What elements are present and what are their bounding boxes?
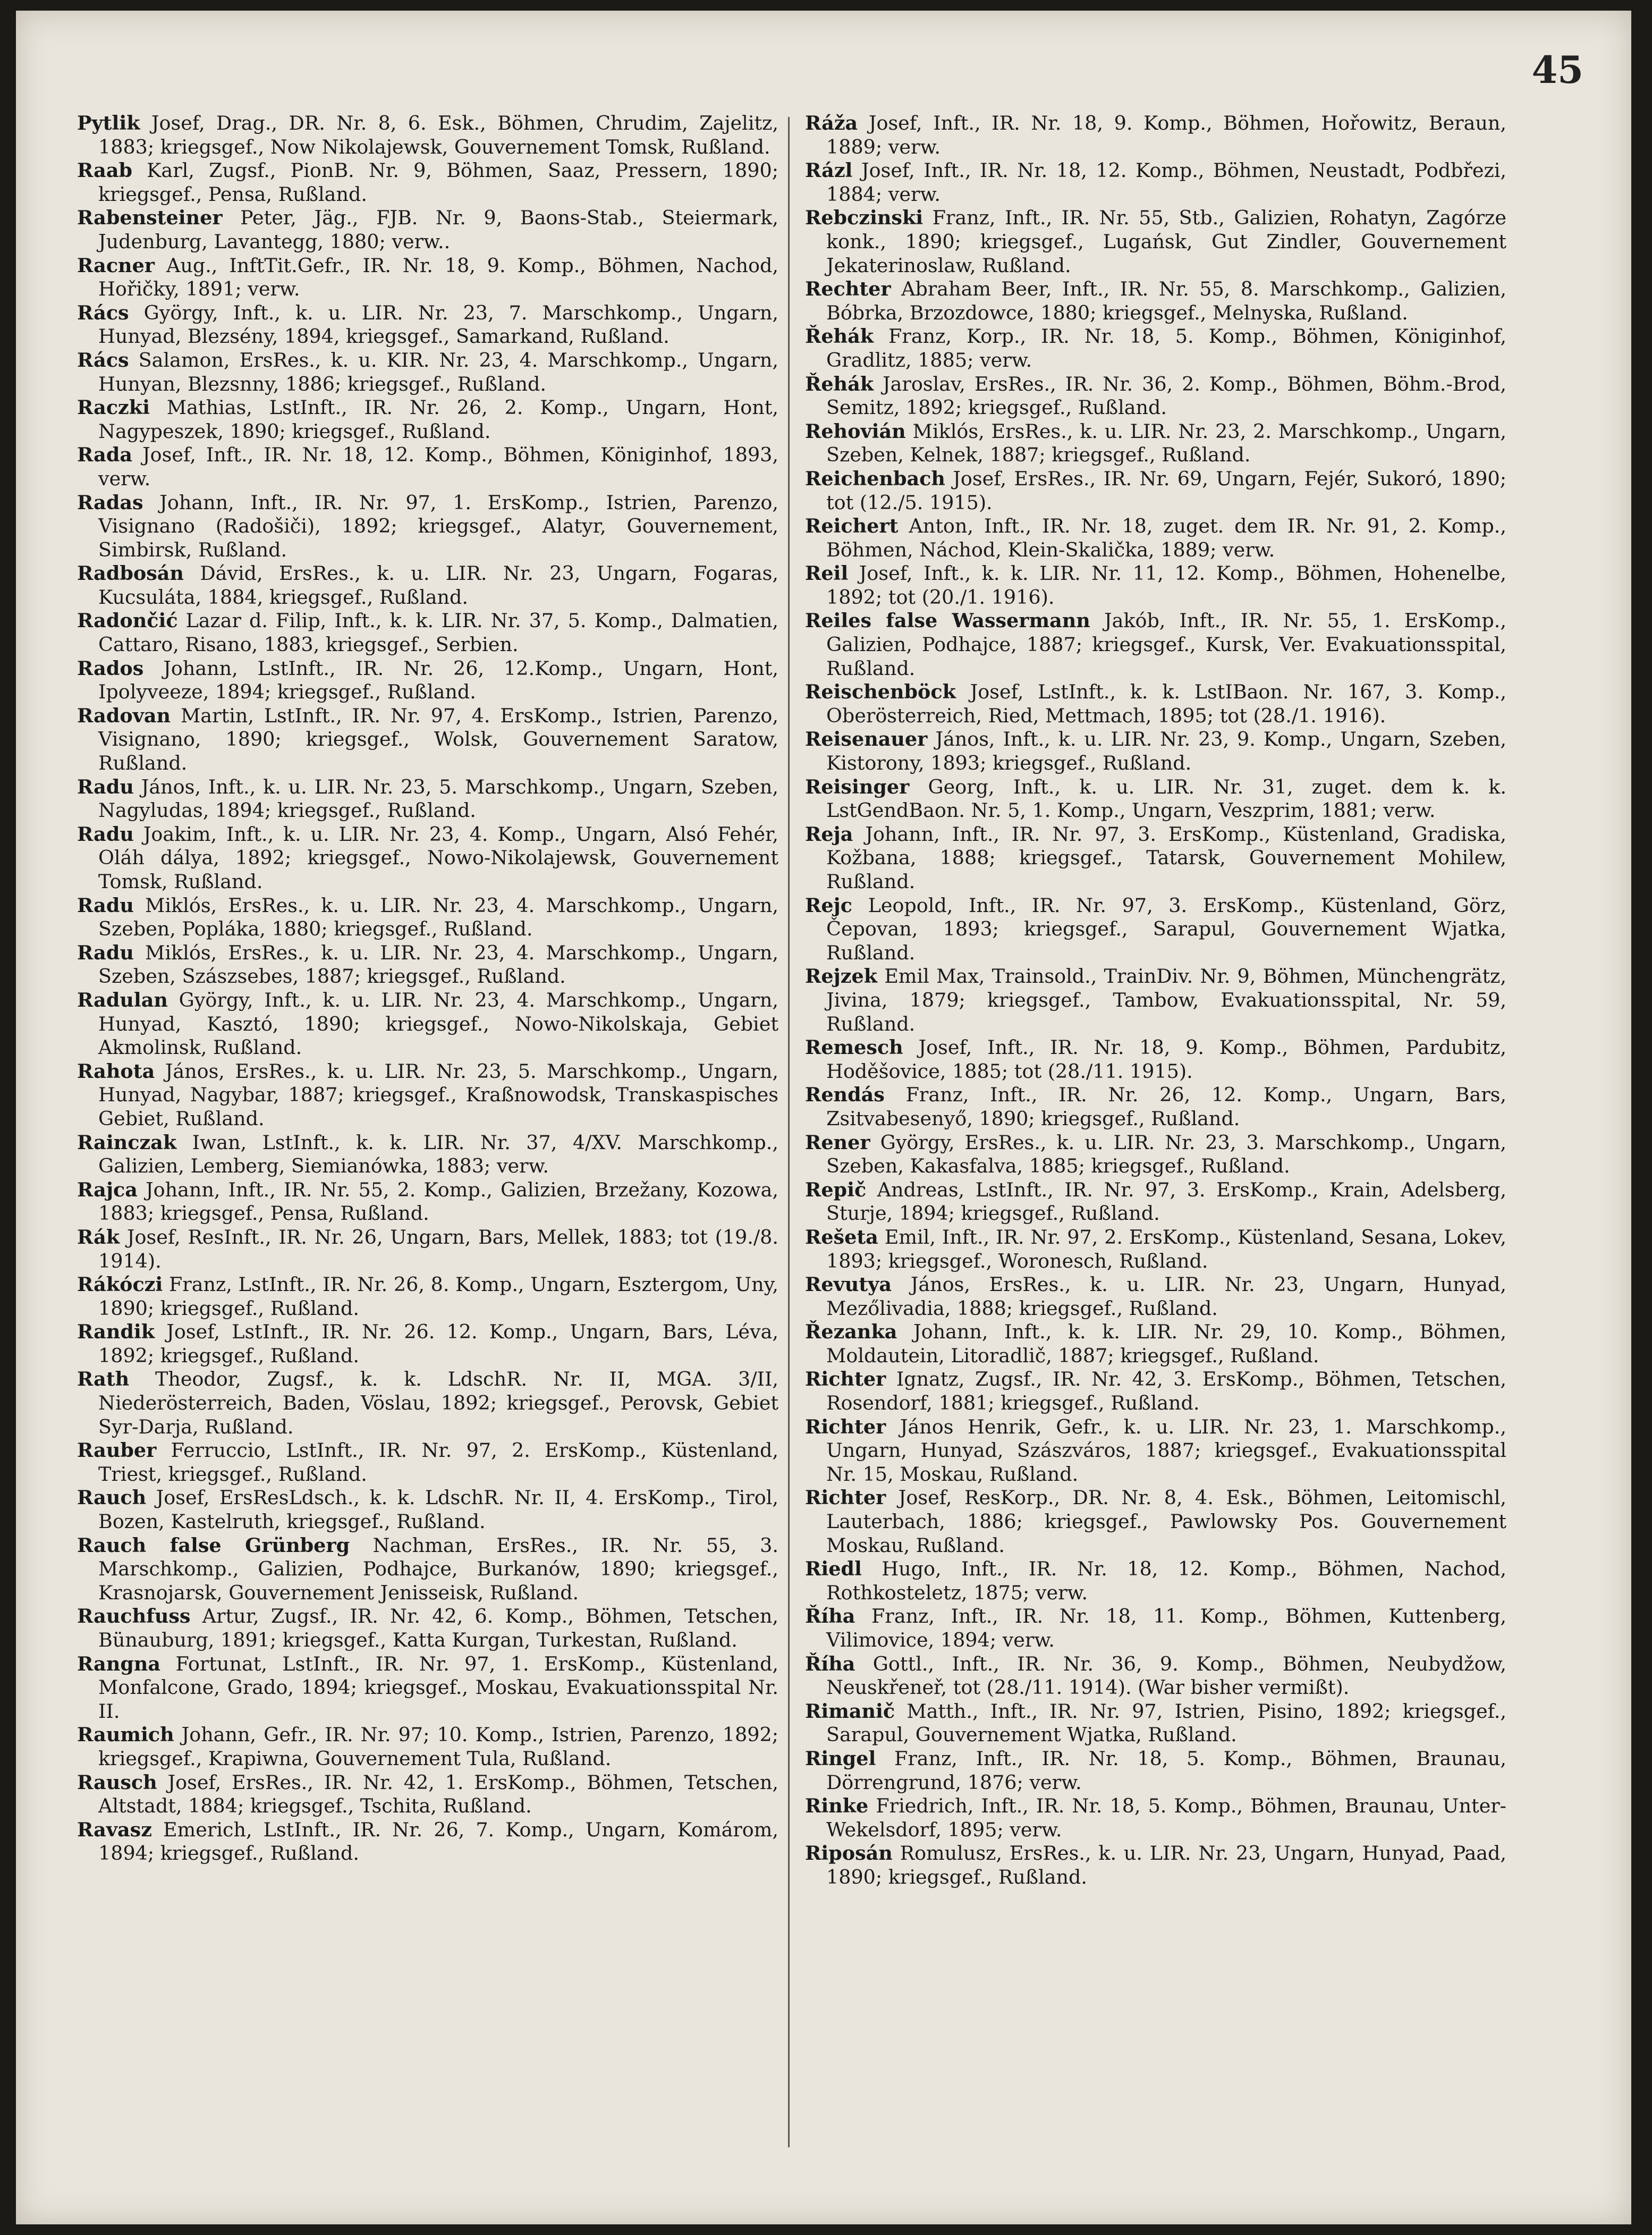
list-item [77,1060,778,1131]
entry-name: Reil [805,562,849,585]
entry-text: Josef, ResInft., IR. Nr. 26, Ungarn, Bars, Mellek, 1883; tot (19./8. 1914). [98,1225,778,1272]
list-item [77,1226,778,1273]
list-item [77,1534,778,1605]
entry-text: Leopold, Inft., IR. Nr. 97, 3. ErsKomp., Küstenland, Görz, Čepovan, 1893; kriegsgef., Sarapul, Gouvernement Wjatka, Rußland. [826,893,1506,964]
entry-text: Miklós, ErsRes., k. u. LIR. Nr. 23, 4. Marschkomp., Ungarn, Szeben, Popláka, 1880; kriegsgef., Rußland. [98,893,778,941]
entry-name: Repič [805,1178,867,1201]
list-item [77,657,778,704]
list-item [77,775,778,823]
entry-text: Andreas, LstInft., IR. Nr. 97, 3. ErsKomp., Krain, Adelsberg, Sturje, 1894; kriegsgef., Rußland. [826,1178,1506,1225]
entry-name: Říha [805,1652,855,1675]
entry-name: Reichert [805,515,899,538]
list-item [77,1771,778,1818]
entry-name: Rinke [805,1794,869,1818]
list-item [77,1652,778,1724]
entry-text: Emil Max, Trainsold., TrainDiv. Nr. 9, Böhmen, Münchengrätz, Jivina, 1879; kriegsgef., Tambow, Evakuationsspital, Nr. 59, Rußland. [826,965,1506,1035]
list-item [805,1320,1506,1368]
list-item [805,277,1506,325]
list-item [77,206,778,254]
entry-text: János, Inft., k. u. LIR. Nr. 23, 9. Komp., Ungarn, Szeben, Kistorony, 1893; kriegsgef., Rußland. [826,728,1506,775]
entry-name: Rauch false Grünberg [77,1533,350,1557]
list-item [77,562,778,609]
entry-name: Rener [805,1131,870,1154]
list-item [805,965,1506,1036]
entry-name: Radu [77,893,134,917]
list-item [805,680,1506,728]
list-item [805,1747,1506,1794]
entry-name: Radu [77,775,134,798]
entry-text: Jakób, Inft., IR. Nr. 55, 1. ErsKomp., Galizien, Podhajce, 1887; kriegsgef., Kursk, Ver. Evakuationsspital, Rußland. [826,609,1506,680]
list-item [77,1273,778,1320]
document-page [16,11,1631,2224]
list-item [77,254,778,301]
entry-name: Reja [805,822,853,846]
list-item [805,1368,1506,1415]
entry-text: Mathias, LstInft., IR. Nr. 26, 2. Komp., Ungarn, Hont, Nagypeszek, 1890; kriegsgef., Rußland. [98,396,778,443]
entry-text: Georg, Inft., k. u. LIR. Nr. 31, zuget. dem k. k. LstGendBaon. Nr. 5, 1. Komp., Ungarn, Veszprim, 1881; verw. [826,775,1506,822]
list-item [805,823,1506,894]
entry-text: Josef, Inft., IR. Nr. 18, 9. Komp., Böhmen, Hořowitz, Beraun, 1889; verw. [826,112,1506,158]
entry-text: Theodor, Zugsf., k. k. LdschR. Nr. II, MGA. 3/II, Niederösterreich, Baden, Vöslau, 1892; kriegsgef., Perovsk, Gebiet Syr-Darja, Rußland. [98,1368,778,1438]
entry-name: Rendás [805,1083,885,1107]
entry-text: Hugo, Inft., IR. Nr. 18, 12. Komp., Böhmen, Nachod, Rothkosteletz, 1875; verw. [826,1557,1506,1604]
entry-name: Rechter [805,277,891,301]
entry-text: Ignatz, Zugsf., IR. Nr. 42, 3. ErsKomp., Böhmen, Tetschen, Rosendorf, 1881; kriegsgef., Rußland. [826,1368,1506,1415]
entry-text: János, ErsRes., k. u. LIR. Nr. 23, 5. Marschkomp., Ungarn, Hunyad, Nagybar, 1887; kriegsgef., Kraßnowodsk, Transkaspisches Gebiet, Rußland. [98,1059,778,1130]
entry-text: Josef, Inft., IR. Nr. 18, 12. Komp., Böhmen, Neustadt, Podbřezi, 1884; verw. [826,159,1506,206]
entry-text: Josef, Inft., k. k. LIR. Nr. 11, 12. Komp., Böhmen, Hohenelbe, 1892; tot (20./1. 1916). [826,562,1506,609]
list-item [77,823,778,894]
entry-text: Josef, Drag., DR. Nr. 8, 6. Esk., Böhmen, Chrudim, Zajelitz, 1883; kriegsgef., Now Nikolajewsk, Gouvernement Tomsk, Rußland. [98,112,778,158]
entry-name: Rejzek [805,965,878,988]
entry-text: Nachman, ErsRes., IR. Nr. 55, 3. Marschkomp., Galizien, Podhajce, Burkanów, 1890; kriegsgef., Krasnojarsk, Gouvernement Jenisseisk, Rußland. [98,1533,778,1604]
entry-text: Iwan, LstInft., k. k. LIR. Nr. 37, 4/XV. Marschkomp., Galizien, Lemberg, Siemianówka, 1883; verw. [98,1131,778,1178]
list-item [805,1486,1506,1557]
entry-text: János, Inft., k. u. LIR. Nr. 23, 5. Marschkomp., Ungarn, Szeben, Nagyludas, 1894; kriegsgef., Rußland. [98,775,778,822]
entry-name: Říha [805,1605,855,1628]
entry-name: Racner [77,254,155,277]
list-item [805,775,1506,823]
entry-name: Ringel [805,1747,876,1770]
list-item [805,1036,1506,1083]
entry-text: Gottl., Inft., IR. Nr. 36, 9. Komp., Böhmen, Neubydžow, Neuskřeneř, tot (28./11. 1914). (War bisher vermißt). [826,1652,1506,1699]
entry-name: Rimanič [805,1699,895,1723]
entry-text: Dávid, ErsRes., k. u. LIR. Nr. 23, Ungarn, Fogaras, Kucsuláta, 1884, kriegsgef., Rußland. [98,562,778,609]
list-item [805,1605,1506,1652]
list-item [77,1178,778,1226]
entry-name: Reisinger [805,775,910,798]
list-item [805,420,1506,467]
entry-text: Franz, LstInft., IR. Nr. 26, 8. Komp., Ungarn, Esztergom, Uny, 1890; kriegsgef., Rußland. [98,1273,778,1320]
entry-name: Remesch [805,1036,903,1059]
list-item [805,1083,1506,1131]
entry-text: Matth., Inft., IR. Nr. 97, Istrien, Pisino, 1892; kriegsgef., Sarapul, Gouvernement Wjatka, Rußland. [826,1699,1506,1747]
entry-text: János, ErsRes., k. u. LIR. Nr. 23, Ungarn, Hunyad, Mezőlivadia, 1888; kriegsgef., Rußland. [826,1273,1506,1320]
list-item [805,1652,1506,1700]
list-item [77,704,778,775]
entry-name: Riposán [805,1842,893,1865]
list-item [77,1486,778,1533]
entry-name: Rauber [77,1439,157,1462]
entry-text: Emil, Inft., IR. Nr. 97, 2. ErsKomp., Küstenland, Sesana, Lokev, 1893; kriegsgef., Woronesch, Rußland. [826,1225,1506,1272]
entry-name: Řezanka [805,1320,897,1344]
entry-text: Anton, Inft., IR. Nr. 18, zuget. dem IR. Nr. 91, 2. Komp., Böhmen, Náchod, Klein-Skalička, 1889; verw. [826,515,1506,561]
list-item [77,301,778,349]
entry-name: Rešeta [805,1225,878,1249]
list-item [805,1700,1506,1747]
entry-name: Radovan [77,704,171,727]
entry-text: Johann, Gefr., IR. Nr. 97; 10. Komp., Istrien, Parenzo, 1892; kriegsgef., Krapiwna, Gouvernement Tula, Rußland. [98,1723,778,1770]
list-item [77,941,778,989]
list-item [77,396,778,443]
entry-text: Josef, ResKorp., DR. Nr. 8, 4. Esk., Böhmen, Leitomischl, Lauterbach, 1886; kriegsgef., Pawlowsky Pos. Gouvernement Moskau, Rußland. [826,1486,1506,1557]
list-item [77,1368,778,1439]
entry-name: Reischenböck [805,680,956,704]
list-item [77,1320,778,1368]
entry-text: Joakim, Inft., k. u. LIR. Nr. 23, 4. Komp., Ungarn, Alsó Fehér, Oláh dálya, 1892; kriegsgef., Nowo-Nikolajewsk, Gouvernement Tomsk, Rußland. [98,822,778,893]
list-item [77,1605,778,1652]
entry-name: Rázl [805,159,853,182]
entry-text: Abraham Beer, Inft., IR. Nr. 55, 8. Marschkomp., Galizien, Bóbrka, Brzozdowce, 1880; kriegsgef., Melnyska, Rußland. [826,277,1506,324]
entry-name: Rejc [805,893,852,917]
column-right [805,112,1506,1890]
entry-text: Josef, ErsRes., IR. Nr. 42, 1. ErsKomp., Böhmen, Tetschen, Altstadt, 1884; kriegsgef., Tschita, Rußland. [98,1770,778,1818]
list-item [805,1226,1506,1273]
list-item [805,206,1506,277]
entry-name: Rács [77,301,129,324]
column-divider [788,117,790,2147]
list-item [805,325,1506,372]
list-item [805,1273,1506,1320]
entry-name: Radu [77,822,134,846]
entry-name: Řehák [805,325,874,348]
list-item [77,349,778,396]
entry-name: Rada [77,443,132,467]
entry-text: Josef, ErsRes., IR. Nr. 69, Ungarn, Fejér, Sukoró, 1890; tot (12./5. 1915). [826,467,1506,514]
entry-text: Josef, ErsResLdsch., k. k. LdschR. Nr. II, 4. ErsKomp., Tirol, Bozen, Kastelruth, kriegsgef., Rußland. [98,1486,778,1533]
entry-text: Josef, Inft., IR. Nr. 18, 9. Komp., Böhmen, Pardubitz, Hoděšovice, 1885; tot (28./11. 1915). [826,1036,1506,1083]
list-item [805,159,1506,206]
page-number: 45 [1531,48,1583,92]
entry-name: Richter [805,1486,886,1509]
entry-text: Johann, Inft., IR. Nr. 97, 1. ErsKomp., Istrien, Parenzo, Visignano (Radošiči), 1892; kriegsgef., Alatyr, Gouvernement, Simbirsk, Rußland. [98,491,778,561]
entry-text: Johann, Inft., IR. Nr. 97, 3. ErsKomp., Küstenland, Gradiska, Kožbana, 1888; kriegsgef., Tatarsk, Gouvernement Mohilew, Rußland. [826,822,1506,893]
entry-name: Rauchfuss [77,1605,191,1628]
entry-name: Raab [77,159,132,182]
entry-name: Radončić [77,609,178,632]
entry-text: János Henrik, Gefr., k. u. LIR. Nr. 23, 1. Marschkomp., Ungarn, Hunyad, Szászváros, 1887; kriegsgef., Evakuationsspital Nr. 15, Moskau, Rußland. [826,1415,1506,1486]
entry-text: Romulusz, ErsRes., k. u. LIR. Nr. 23, Ungarn, Hunyad, Paad, 1890; kriegsgef., Rußland. [826,1842,1506,1888]
entry-text: Josef, LstInft., k. k. LstIBaon. Nr. 167, 3. Komp., Oberösterreich, Ried, Mettmach, 1895; tot (28./1. 1916). [826,680,1506,727]
entry-name: Rausch [77,1770,157,1794]
list-item [77,989,778,1060]
entry-name: Radu [77,941,134,964]
entry-text: Miklós, ErsRes., k. u. LIR. Nr. 23, 4. Marschkomp., Ungarn, Szeben, Szászsebes, 1887; kriegsgef., Rußland. [98,941,778,988]
entry-name: Revutya [805,1273,892,1296]
entry-text: Aug., InftTit.Gefr., IR. Nr. 18, 9. Komp., Böhmen, Nachod, Hořičky, 1891; verw. [98,254,778,301]
entry-name: Rainczak [77,1131,177,1154]
entry-text: Ferruccio, LstInft., IR. Nr. 97, 2. ErsKomp., Küstenland, Triest, kriegsgef., Rußland. [98,1439,778,1486]
entry-text: Johann, Inft., k. k. LIR. Nr. 29, 10. Komp., Böhmen, Moldautein, Litoradlič, 1887; kriegsgef., Rußland. [826,1320,1506,1367]
entry-name: Riedl [805,1557,862,1581]
entry-name: Rauch [77,1486,147,1509]
entry-name: Randik [77,1320,155,1344]
list-item [805,112,1506,159]
list-item [805,728,1506,775]
list-item [805,609,1506,680]
list-item [805,1842,1506,1889]
entry-text: Josef, Inft., IR. Nr. 18, 12. Komp., Böhmen, Königinhof, 1893, verw. [98,443,778,490]
entry-name: Richter [805,1415,886,1438]
list-item [805,515,1506,562]
entry-name: Rákóczi [77,1273,163,1296]
entry-text: Franz, Korp., IR. Nr. 18, 5. Komp., Böhmen, Königinhof, Gradlitz, 1885; verw. [826,325,1506,372]
entry-name: Radas [77,491,143,514]
entry-text: György, Inft., k. u. LIR. Nr. 23, 7. Marschkomp., Ungarn, Hunyad, Blezsény, 1894, kriegsgef., Samarkand, Rußland. [98,301,778,348]
entry-name: Rák [77,1225,120,1249]
list-item [805,1178,1506,1226]
entry-text: Salamon, ErsRes., k. u. KIR. Nr. 23, 4. Marschkomp., Ungarn, Hunyan, Blezsnny, 1886; kriegsgef., Rußland. [98,348,778,395]
list-item [805,1557,1506,1605]
entry-name: Rahota [77,1059,155,1083]
entry-text: Peter, Jäg., FJB. Nr. 9, Baons-Stab., Steiermark, Judenburg, Lavantegg, 1880; verw.. [98,206,778,253]
entry-text: Miklós, ErsRes., k. u. LIR. Nr. 23, 2. Marschkomp., Ungarn, Szeben, Kelnek, 1887; kriegsgef., Rußland. [826,419,1506,467]
entry-text: Franz, Inft., IR. Nr. 18, 5. Komp., Böhmen, Braunau, Dörrengrund, 1876; verw. [826,1747,1506,1794]
entry-text: Friedrich, Inft., IR. Nr. 18, 5. Komp., Böhmen, Braunau, Unter-Wekelsdorf, 1895; verw. [826,1794,1506,1841]
entry-text: Karl, Zugsf., PionB. Nr. 9, Böhmen, Saaz, Pressern, 1890; kriegsgef., Pensa, Rußland. [98,159,778,206]
list-item [77,112,778,159]
entry-text: György, Inft., k. u. LIR. Nr. 23, 4. Marschkomp., Ungarn, Hunyad, Kasztó, 1890; kriegsgef., Nowo-Nikolskaja, Gebiet Akmolinsk, Rußland. [98,988,778,1059]
list-item [77,1131,778,1178]
entry-name: Rados [77,656,144,680]
entry-name: Raczki [77,396,150,419]
list-item [805,373,1506,420]
entry-name: Radulan [77,988,168,1011]
list-item [77,491,778,562]
list-item [77,1439,778,1486]
list-item [77,894,778,941]
entry-name: Rath [77,1368,130,1391]
entry-name: Rács [77,348,129,372]
list-item [77,159,778,206]
entry-name: Rabensteiner [77,206,223,230]
entry-name: Reiles false Wassermann [805,609,1090,632]
entry-text: Johann, LstInft., IR. Nr. 26, 12.Komp., Ungarn, Hont, Ipolyveeze, 1894; kriegsgef., Rußland. [98,656,778,704]
entry-name: Reisenauer [805,728,928,751]
entry-text: Lazar d. Filip, Inft., k. k. LIR. Nr. 37, 5. Komp., Dalmatien, Cattaro, Risano, 1883, kriegsgef., Serbien. [98,609,778,656]
entry-text: Franz, Inft., IR. Nr. 18, 11. Komp., Böhmen, Kuttenberg, Vilimovice, 1894; verw. [826,1605,1506,1651]
column-left [77,112,778,1866]
entry-name: Pytlik [77,112,140,134]
entry-text: György, ErsRes., k. u. LIR. Nr. 23, 3. Marschkomp., Ungarn, Szeben, Kakasfalva, 1885; kriegsgef., Rußland. [826,1131,1506,1178]
entry-name: Rangna [77,1652,161,1675]
entry-name: Radbosán [77,562,184,585]
entry-text: Jaroslav, ErsRes., IR. Nr. 36, 2. Komp., Böhmen, Böhm.-Brod, Semitz, 1892; kriegsgef., Rußland. [826,372,1506,419]
list-item [805,467,1506,515]
list-item [77,443,778,491]
entry-name: Reichenbach [805,467,945,490]
entry-text: Emerich, LstInft., IR. Nr. 26, 7. Komp., Ungarn, Komárom, 1894; kriegsgef., Rußland. [98,1818,778,1865]
list-item [805,1415,1506,1487]
entry-text: Artur, Zugsf., IR. Nr. 42, 6. Komp., Böhmen, Tetschen, Bünauburg, 1891; kriegsgef., Katta Kurgan, Turkestan, Rußland. [98,1605,778,1651]
list-item [77,609,778,656]
list-item [805,894,1506,965]
entry-text: Fortunat, LstInft., IR. Nr. 97, 1. ErsKomp., Küstenland, Monfalcone, Grado, 1894; kriegsgef., Moskau, Evakuationsspital Nr. II. [98,1652,778,1723]
list-item [77,1818,778,1866]
entry-text: Martin, LstInft., IR. Nr. 97, 4. ErsKomp., Istrien, Parenzo, Visignano, 1890; kriegsgef., Wolsk, Gouvernement Saratow, Rußland. [98,704,778,775]
entry-name: Richter [805,1368,886,1391]
list-item [805,562,1506,609]
entry-name: Raumich [77,1723,174,1747]
entry-text: Josef, LstInft., IR. Nr. 26. 12. Komp., Ungarn, Bars, Léva, 1892; kriegsgef., Rußland. [98,1320,778,1367]
entry-name: Řehák [805,372,874,395]
entry-name: Ráža [805,112,858,134]
entry-name: Ravasz [77,1818,152,1841]
list-item [805,1131,1506,1178]
entry-name: Rebczinski [805,206,924,230]
entry-text: Franz, Inft., IR. Nr. 26, 12. Komp., Ungarn, Bars, Zsitvabesenyő, 1890; kriegsgef., Rußland. [826,1083,1506,1130]
entry-name: Rajca [77,1178,138,1201]
entry-text: Franz, Inft., IR. Nr. 55, Stb., Galizien, Rohatyn, Zagórze konk., 1890; kriegsgef., Lugańsk, Gut Zindler, Gouvernement Jekaterinoslaw, Rußland. [826,206,1506,277]
entry-text: Johann, Inft., IR. Nr. 55, 2. Komp., Galizien, Brzežany, Kozowa, 1883; kriegsgef., Pensa, Rußland. [98,1178,778,1225]
entry-name: Rehovián [805,419,906,443]
list-item [77,1723,778,1770]
list-item [805,1794,1506,1842]
